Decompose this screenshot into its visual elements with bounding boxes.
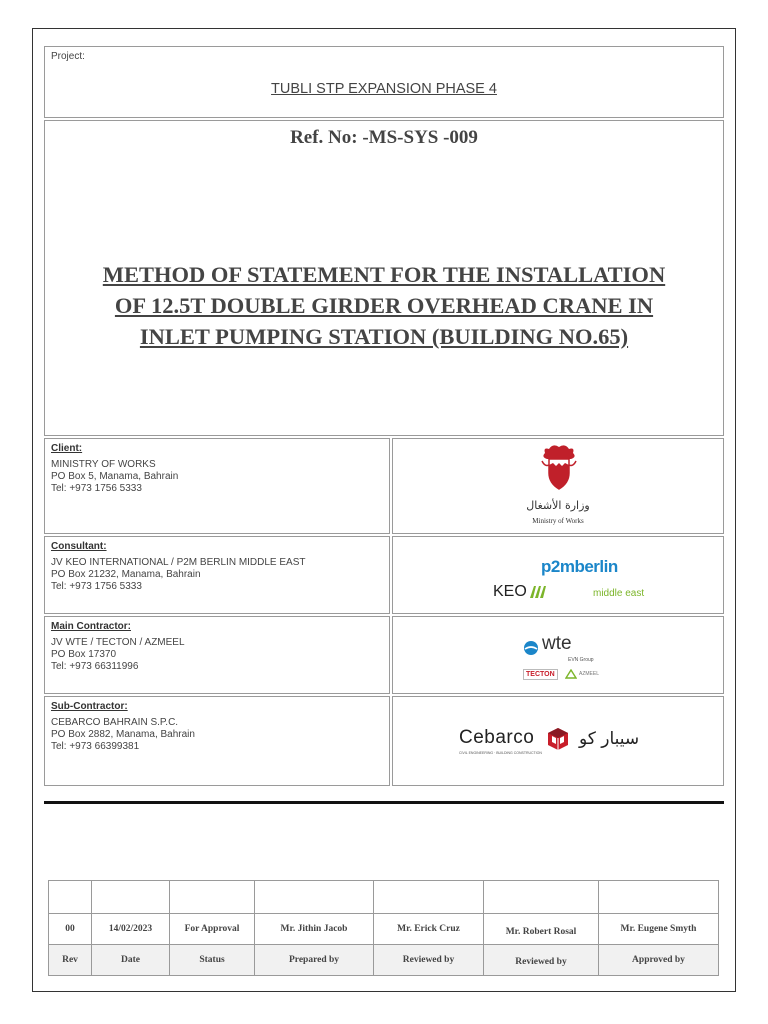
table-cell	[255, 881, 374, 914]
consultant-line: Tel: +973 1756 5333	[51, 581, 142, 592]
consultant-logo	[392, 536, 724, 614]
table-cell	[374, 881, 484, 914]
revision-blank-row	[49, 881, 719, 914]
revision-value-row	[49, 914, 719, 945]
title-line-1: METHOD OF STATEMENT FOR THE INSTALLATION	[102, 262, 666, 287]
sub-contractor-logo	[392, 696, 724, 786]
p2mberlin-wordmark: p2mberlin	[541, 557, 618, 576]
cebarco-tagline: CIVIL ENGINEERING · BUILDING CONSTRUCTION	[459, 751, 542, 755]
cebarco-wordmark: Cebarco	[459, 727, 535, 748]
revision-status: For Approval	[170, 914, 255, 945]
main-contractor-line: PO Box 17370	[51, 649, 117, 660]
main-contractor-line: JV WTE / TECTON / AZMEEL	[51, 637, 185, 648]
reference-number: Ref. No: -MS-SYS -009	[290, 127, 478, 148]
sub-contractor-heading: Sub-Contractor:	[51, 701, 128, 712]
table-cell	[170, 881, 255, 914]
consultant-line: PO Box 21232, Manama, Bahrain	[51, 569, 201, 580]
sub-contractor-line: Tel: +973 66399381	[51, 741, 140, 752]
keo-wordmark: KEO	[493, 583, 527, 600]
section-divider	[44, 801, 724, 804]
revision-table	[48, 880, 719, 976]
sub-contractor-info	[44, 696, 390, 786]
table-cell	[484, 881, 599, 914]
title-line-3: INLET PUMPING STATION (BUILDING NO.65)	[139, 324, 629, 349]
reviewed-by-label-2: Reviewed by	[484, 945, 599, 976]
client-heading: Client:	[51, 443, 83, 454]
cebarco-cube-icon	[547, 727, 569, 751]
keo-swoosh-icon	[529, 585, 547, 599]
main-contractor-logo	[392, 616, 724, 694]
ministry-english-name: Ministry of Works	[532, 517, 584, 525]
consultant-heading: Consultant:	[51, 541, 107, 552]
consultant-line: JV KEO INTERNATIONAL / P2M BERLIN MIDDLE EAST	[51, 557, 306, 568]
status-label: Status	[170, 945, 255, 976]
middle-east-wordmark: middle east	[593, 588, 645, 599]
sub-contractor-line: CEBARCO BAHRAIN S.P.C.	[51, 717, 179, 728]
project-section	[44, 46, 724, 118]
approved-by-label: Approved by	[599, 945, 719, 976]
rev-label: Rev	[49, 945, 92, 976]
table-cell	[599, 881, 719, 914]
wte-globe-icon	[523, 640, 539, 656]
tecton-wordmark: TECTON	[523, 669, 558, 680]
title-line-2: OF 12.5T DOUBLE GIRDER OVERHEAD CRANE IN	[114, 293, 654, 318]
reviewed-by-label: Reviewed by	[374, 945, 484, 976]
prepared-by-name: Mr. Jithin Jacob	[255, 914, 374, 945]
evn-group-text: EVN Group	[568, 657, 594, 663]
revision-label-row	[49, 945, 719, 976]
approved-by-name: Mr. Eugene Smyth	[599, 914, 719, 945]
client-line: Tel: +973 1756 5333	[51, 483, 142, 494]
reviewed-by-name-2: Mr. Robert Rosal	[484, 914, 599, 945]
table-cell	[49, 881, 92, 914]
project-label: Project:	[51, 51, 85, 62]
ministry-arabic-name: وزارة الأشغال	[526, 499, 590, 512]
client-line: PO Box 5, Manama, Bahrain	[51, 471, 179, 482]
sub-contractor-line: PO Box 2882, Manama, Bahrain	[51, 729, 195, 740]
document-title	[45, 259, 723, 352]
client-logo	[392, 438, 724, 534]
client-info	[44, 438, 390, 534]
date-label: Date	[92, 945, 170, 976]
title-section	[44, 120, 724, 436]
bahrain-coat-of-arms-icon	[539, 443, 579, 493]
azmeel-wordmark: AZMEEL	[579, 671, 600, 677]
main-contractor-info	[44, 616, 390, 694]
table-cell	[92, 881, 170, 914]
project-name: TUBLI STP EXPANSION PHASE 4	[271, 81, 497, 97]
main-contractor-heading: Main Contractor:	[51, 621, 131, 632]
wte-wordmark: wte	[542, 633, 572, 654]
reviewed-by-name: Mr. Erick Cruz	[374, 914, 484, 945]
client-line: MINISTRY OF WORKS	[51, 459, 156, 470]
revision-date: 14/02/2023	[92, 914, 170, 945]
main-contractor-line: Tel: +973 66311996	[51, 661, 139, 672]
revision-number: 00	[49, 914, 92, 945]
azmeel-logo-icon	[565, 669, 577, 679]
prepared-by-label: Prepared by	[255, 945, 374, 976]
cebarco-arabic-wordmark: سيبار كو	[579, 729, 640, 749]
consultant-info	[44, 536, 390, 614]
